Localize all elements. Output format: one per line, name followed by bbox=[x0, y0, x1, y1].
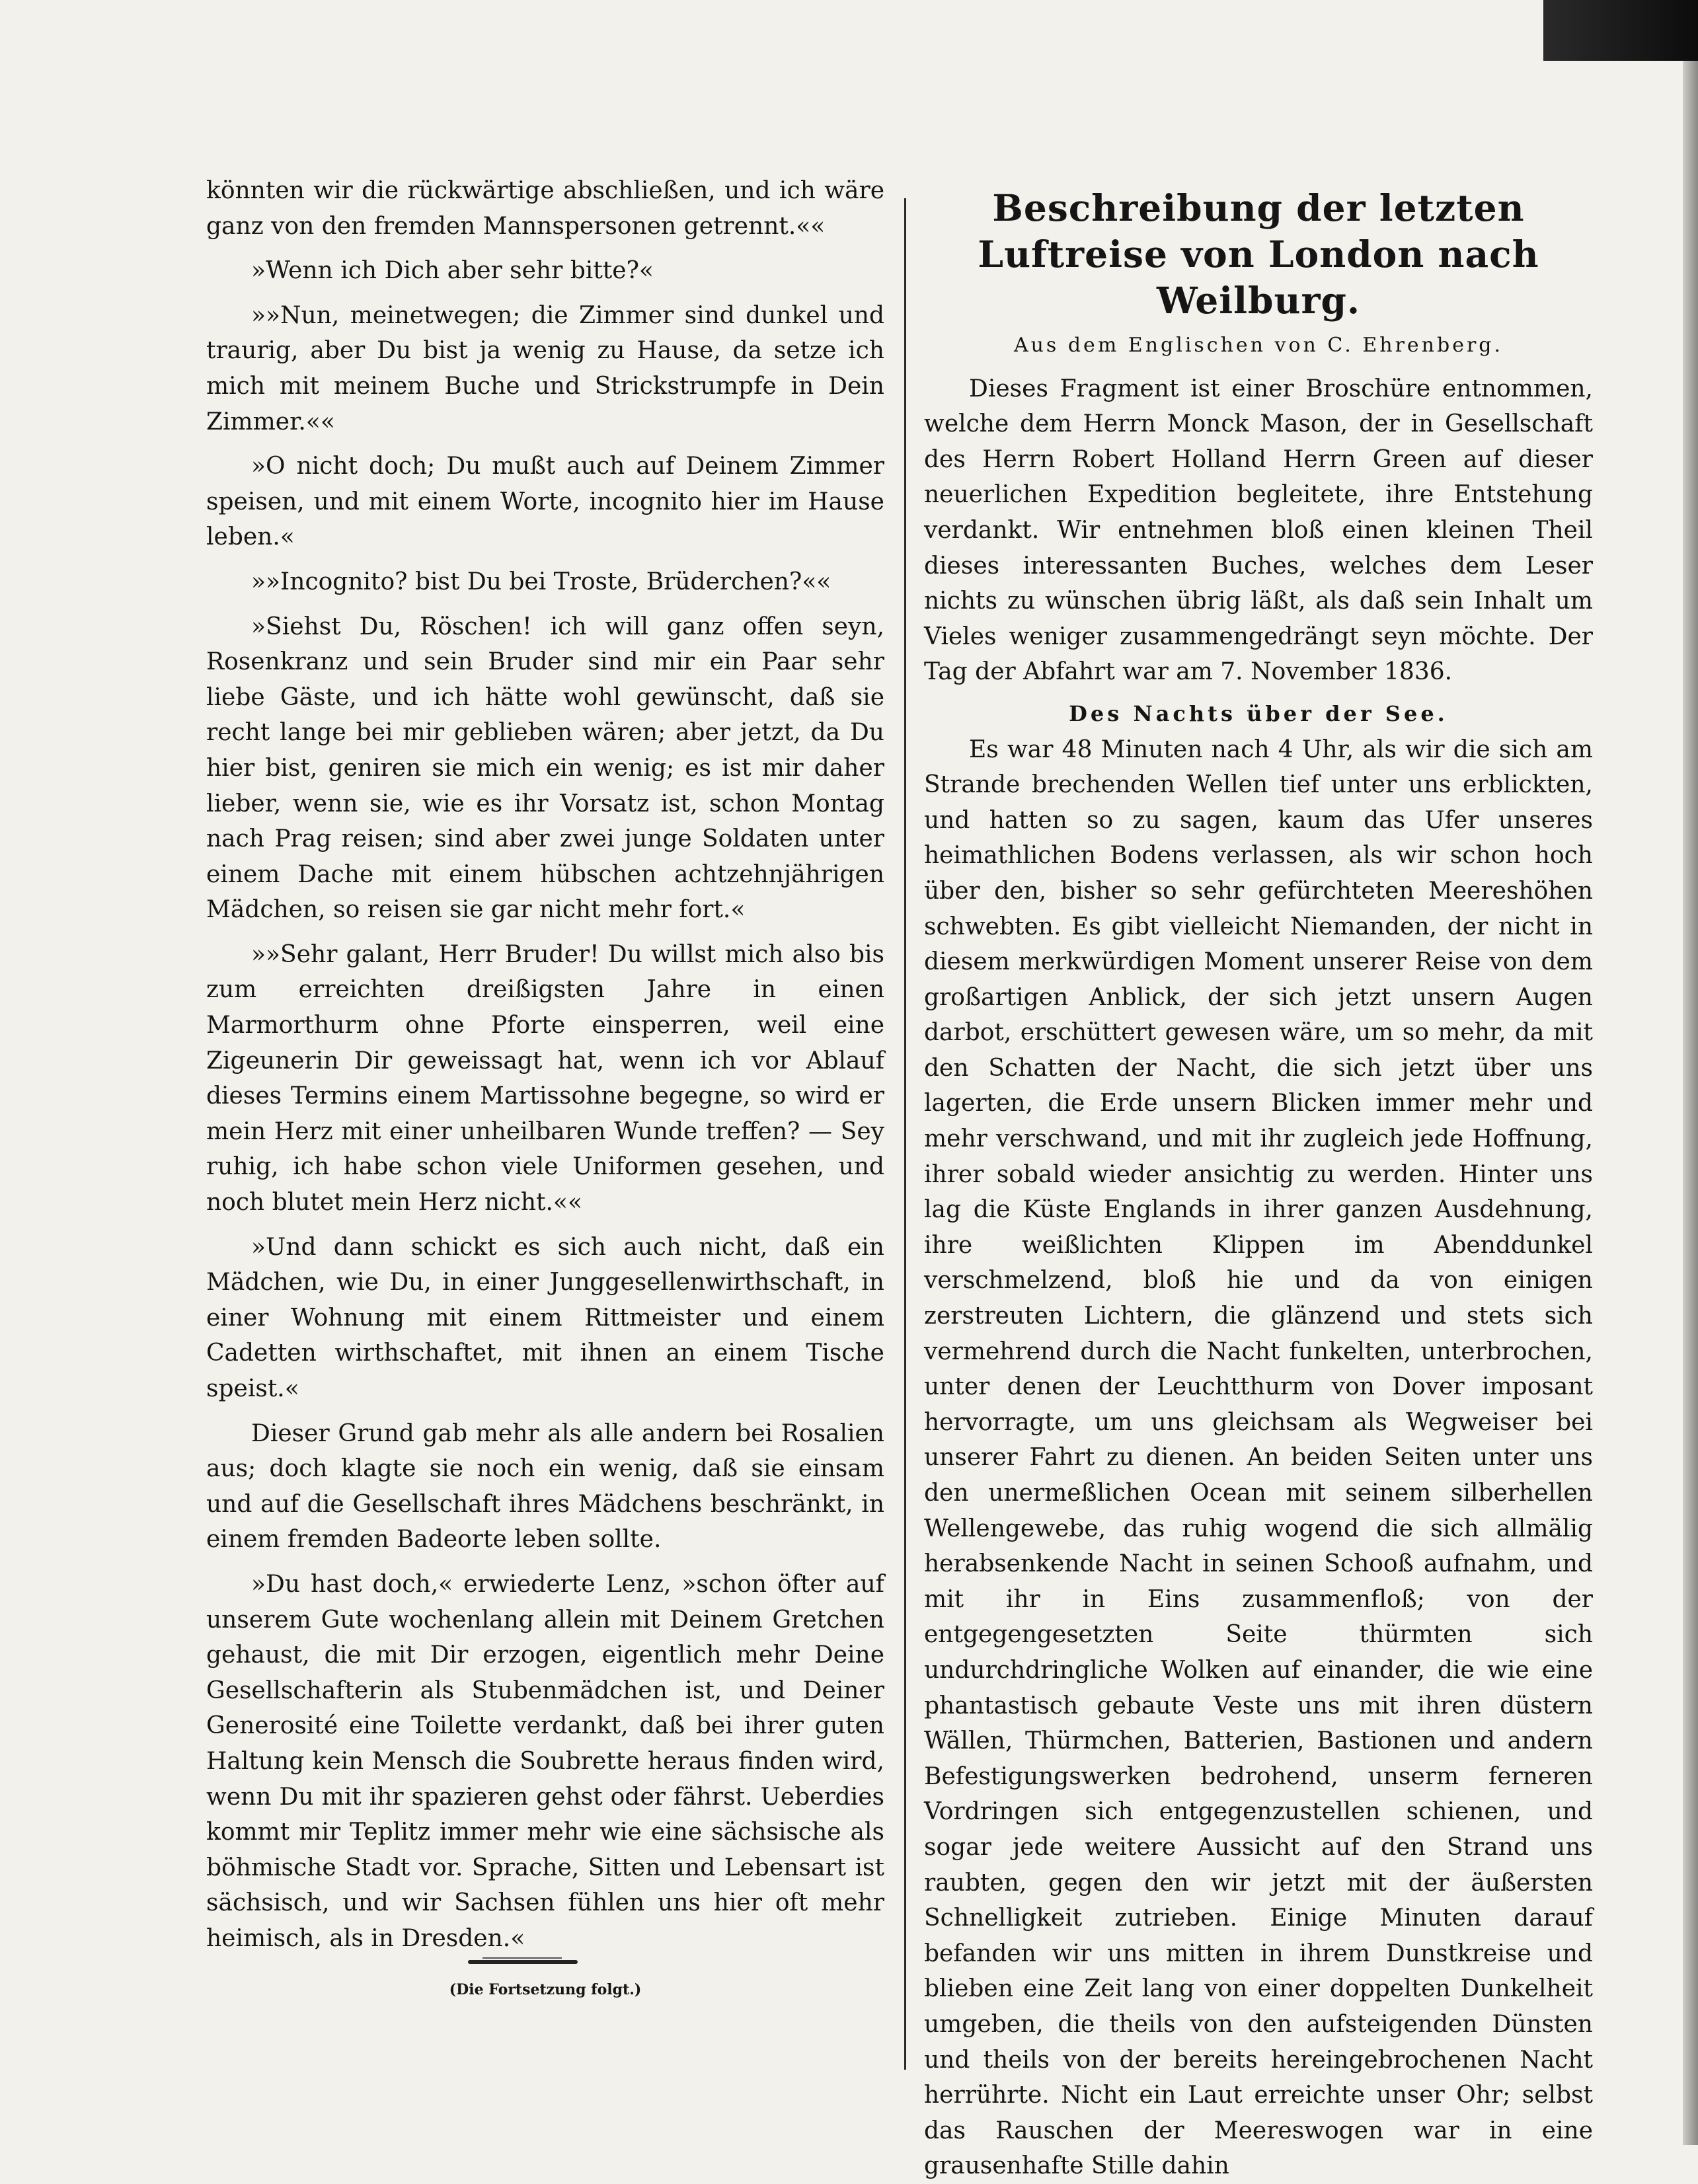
paragraph: »»Incognito? bist Du bei Troste, Brüderchen?«« bbox=[251, 568, 831, 595]
intro-paragraph: Dieses Fragment ist einer Broschüre entnommen, welche dem Herrn Monck Mason, der in Gesellschaft des Herrn Robert Holland Herrn Green auf dieser neuerlichen Expedition begleitete, ihre Entstehung verdankt. Wir entnehmen bloß einen kleinen Theil dieses interessanten Buches, welches dem Leser nichts zu wünschen übrig läßt, als daß sein Inhalt um Vieles weniger zusammengedrängt seyn möchte. Der Tag der Abfahrt war am 7. November 1836. bbox=[924, 375, 1593, 686]
paragraph: Dieser Grund gab mehr als alle andern bei Rosalien aus; doch klagte sie noch ein wenig, daß sie einsam und auf die Gesellschaft ihres Mädchens beschränkt, in einem fremden Badeorte leben sollte. bbox=[206, 1419, 884, 1554]
scan-edge bbox=[1683, 0, 1698, 2145]
paragraph: »»Nun, meinetwegen; die Zimmer sind dunkel und traurig, aber Du bist ja wenig zu Hause, da setze ich mich mit meinem Buche und Strickstrumpfe in Dein Zimmer.«« bbox=[206, 301, 884, 435]
article-subtitle: Aus dem Englischen von C. Ehrenberg. bbox=[1013, 334, 1504, 357]
paragraph: könnten wir die rückwärtige abschließen, und ich wäre ganz von den fremden Mannspersonen getrennt.«« bbox=[206, 177, 884, 240]
paragraph: »Wenn ich Dich aber sehr bitte?« bbox=[251, 257, 654, 285]
paragraph: »Du hast doch,« erwiederte Lenz, »schon öfter auf unserem Gute wochenlang allein mit Deinem Gretchen gehaust, die mit Dir erzogen, eigentlich mehr Deine Gesellschafterin als Stubenmädchen ist, und Deiner Generosité eine Toilette verdankt, daß bei ihrer guten Haltung kein Mensch die Soubrette heraus finden wird, wenn Du mit ihr spazieren gehst oder fährst. Ueberdies kommt mir Teplitz immer mehr wie eine sächsische als böhmische Stadt vor. Sprache, Sitten und Lebensart ist sächsisch, und wir Sachsen fühlen uns hier oft mehr heimisch, als in Dresden.« bbox=[206, 1570, 884, 1952]
left-column bbox=[206, 173, 884, 2008]
paragraph: »Siehst Du, Röschen! ich will ganz offen seyn, Rosenkranz und sein Bruder sind mir ein Paar sehr liebe Gäste, und ich hätte wohl gewünscht, daß sie recht lange bei mir geblieben wären; aber jetzt, da Du hier bist, geniren sie mich ein wenig; es ist mir daher lieber, wenn sie, wie es ihr Vorsatz ist, schon Montag nach Prag reisen; sind aber zwei junge Soldaten unter einem Dache mit einem hübschen achtzehnjährigen Mädchen, so reisen sie gar nicht mehr fort.« bbox=[206, 613, 884, 924]
column-divider bbox=[904, 198, 906, 2070]
continuation-note: (Die Fortsetzung folgt.) bbox=[449, 1980, 642, 1998]
body-paragraph: Es war 48 Minuten nach 4 Uhr, als wir die sich am Strande brechenden Wellen tief unter uns erblickten, und hatten so zu sagen, kaum das Ufer unseres heimathlichen Bodens verlassen, als wir schon hoch über den, bisher so sehr gefürchteten Meereshöhen schwebten. Es gibt vielleicht Niemanden, der nicht in diesem merkwürdigen Moment unserer Reise von dem großartigen Anblick, der sich jetzt unsern Augen darbot, erschüttert gewesen wäre, um so mehr, da mit den Schatten der Nacht, die sich jetzt über uns lagerten, die Erde unsern Blicken immer mehr und mehr verschwand, und mit ihr zugleich jede Hoffnung, ihrer sobald wieder ansichtig zu werden. Hinter uns lag die Küste Englands in ihrer ganzen Ausdehnung, ihre weißlichten Klippen im Abenddunkel verschmelzend, bloß hie und da von einigen zerstreuten Lichtern, die glänzend und stets sich vermehrend durch die Nacht funkelten, unterbrochen, unter denen der Leuchtthurm von Dover imposant hervorragte, um uns gleichsam als Wegweiser bei unserer Fahrt zu dienen. An beiden Seiten unter uns den unermeßlichen Ocean mit seinem silberhellen Wellengewebe, das ruhig wogend die sich allmälig herabsenkende Nacht in seinen Schooß aufnahm, und mit ihr in Eins zusammenfloß; von der entgegengesetzten Seite thürmten sich undurchdringliche Wolken auf einander, die wie eine phantastisch gebaute Veste uns mit ihren düstern Wällen, Thürmchen, Batterien, Bastionen und andern Befestigungswerken bedrohend, unserm ferneren Vordringen sich entgegenzustellen schienen, und sogar jede weitere Aussicht auf den Strand uns raubten, gegen den wir jetzt mit der äußersten Schnelligkeit zutrieben. Einige Minuten darauf befanden wir uns mitten in ihrem Dunstkreise und blieben eine Zeit lang von einer doppelten Dunkelheit umgeben, die theils von den aufsteigenden Dünsten und theils von der bereits hereingebrochenen Nacht herrührte. Nicht ein Laut erreichte unser Ohr; selbst das Rauschen der Meereswogen war in eine grausenhafte Stille dahin bbox=[924, 735, 1593, 2180]
paragraph: »O nicht doch; Du mußt auch auf Deinem Zimmer speisen, und mit einem Worte, incognito hier im Hause leben.« bbox=[206, 453, 884, 551]
section-heading: Des Nachts über der See. bbox=[1069, 700, 1448, 726]
right-column bbox=[924, 173, 1593, 2184]
article-title: Beschreibung der letzten Luftreise von London nach Weilburg. bbox=[978, 186, 1539, 322]
scan-corner-shadow bbox=[1543, 0, 1698, 61]
paragraph: »Und dann schickt es sich auch nicht, daß ein Mädchen, wie Du, in einer Junggesellenwirthschaft, in einer Wohnung mit einem Rittmeister und einem Cadetten wirthschaftet, mit ihnen an einem Tische speist.« bbox=[206, 1233, 884, 1402]
paragraph: »»Sehr galant, Herr Bruder! Du willst mich also bis zum erreichten dreißigsten Jahre in einen Marmorthurm ohne Pforte einsperren, weil eine Zigeunerin Dir geweissagt hat, wenn ich vor Ablauf dieses Termins einem Martissohne begegne, so wird er mein Herz mit einer unheilbaren Wunde treffen? — Sey ruhig, ich habe schon viele Uniformen gesehen, und noch blutet mein Herz nicht.«« bbox=[206, 940, 884, 1217]
end-ornament-rule bbox=[468, 1960, 578, 1964]
